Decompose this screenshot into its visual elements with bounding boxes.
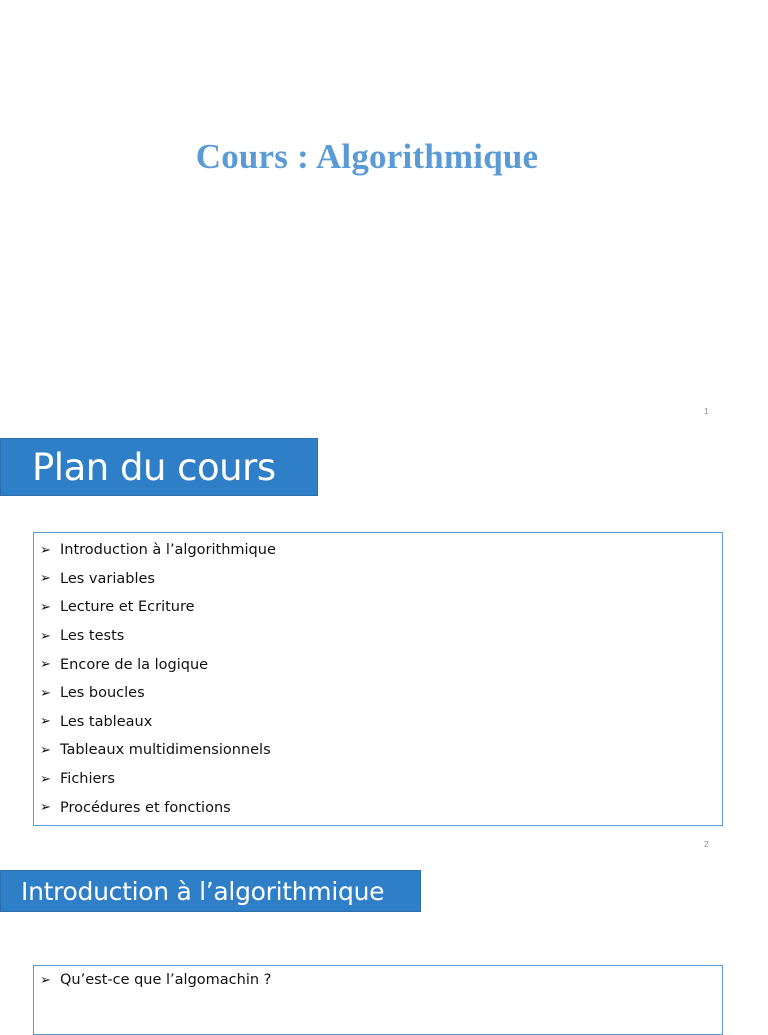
- list-item-label: Procédures et fonctions: [60, 799, 231, 816]
- arrowhead-bullet-icon: ➢: [40, 657, 51, 673]
- list-item: [40, 650, 722, 679]
- slide-plan: [0, 430, 768, 858]
- list-item-label: Les tableaux: [60, 713, 153, 730]
- list-item: [40, 622, 722, 651]
- slide-cover: [0, 0, 768, 430]
- cover-title: Cours : Algorithmique: [195, 137, 539, 177]
- list-item-label: Lecture et Ecriture: [60, 599, 195, 616]
- list-item: [40, 593, 722, 622]
- arrowhead-bullet-icon: ➢: [40, 972, 51, 988]
- intro-list: [34, 969, 722, 991]
- arrowhead-bullet-icon: ➢: [40, 742, 51, 758]
- arrowhead-bullet-icon: ➢: [40, 599, 51, 615]
- list-item-label: Encore de la logique: [60, 656, 209, 673]
- list-item-label: Fichiers: [60, 771, 115, 788]
- list-item: [40, 736, 722, 765]
- slide-title: Introduction à l’algorithmique: [0, 870, 421, 912]
- page-number: 2: [704, 840, 709, 849]
- arrowhead-bullet-icon: ➢: [40, 542, 51, 558]
- list-item: [40, 765, 722, 794]
- arrowhead-bullet-icon: ➢: [40, 685, 51, 701]
- arrowhead-bullet-icon: ➢: [40, 571, 51, 587]
- list-item: [40, 679, 722, 708]
- list-item-label: Qu’est-ce que l’algomachin ?: [60, 972, 272, 988]
- arrowhead-bullet-icon: ➢: [40, 714, 51, 730]
- list-item-label: Les tests: [60, 628, 125, 645]
- arrowhead-bullet-icon: ➢: [40, 771, 51, 787]
- list-item-label: Les variables: [60, 570, 155, 587]
- list-item-label: Tableaux multidimensionnels: [60, 742, 271, 759]
- page-number: 1: [704, 407, 709, 416]
- content-box: [33, 532, 723, 826]
- content-box: [33, 965, 723, 1035]
- list-item: [40, 565, 722, 594]
- list-item-label: Introduction à l’algorithmique: [60, 542, 276, 559]
- list-item: [40, 793, 722, 822]
- arrowhead-bullet-icon: ➢: [40, 628, 51, 644]
- list-item: [40, 708, 722, 737]
- slide-title: Plan du cours: [0, 438, 318, 496]
- slide-intro: [0, 858, 768, 1024]
- plan-list: [34, 536, 722, 822]
- list-item: [40, 969, 722, 991]
- list-item-label: Les boucles: [60, 685, 145, 702]
- list-item: [40, 536, 722, 565]
- arrowhead-bullet-icon: ➢: [40, 800, 51, 816]
